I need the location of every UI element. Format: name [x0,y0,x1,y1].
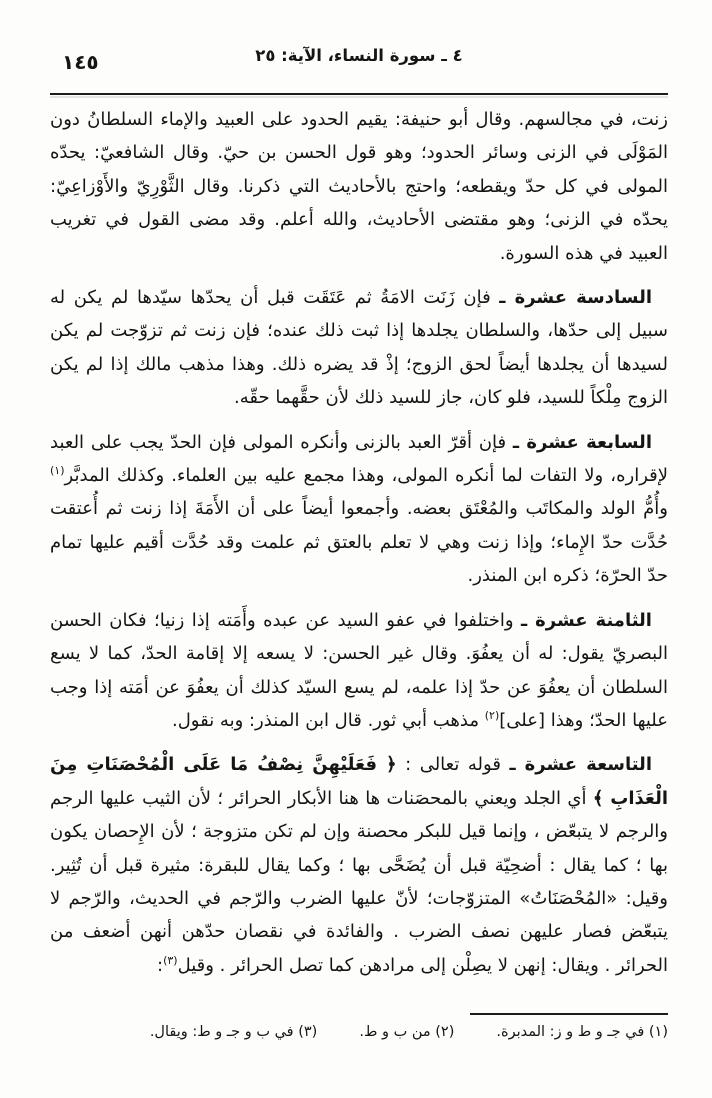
section-text-17-part1: فإن أقرّ العبد بالزنى وأنكره المولى فإن الحدّ يجب على العبد لإقراره، ولا التفات لما أنكره المولى، وهذا مجمع عليه بين العلماء. وكذلك المدبَّر [50,431,668,487]
paragraph-continuation: زنت، في مجالسهم. وقال أبو حنيفة: يقيم الحدود على العبيد والإماء السلطانُ دون المَوْلَى في الزنى وسائر الحدود؛ وهو قول الحسن بن حيّ. وقال الشافعيّ: يحدّه المولى في كل حدّ ويقطعه؛ واحتج بالأحاديث التي ذكرنا. وقال الثَّوْرِيّ والأَوْزاعِيّ: يحدّه في الزنى؛ وهو مقتضى الأحاديث، والله أعلم. وقد مضى القول في تغريب العبيد في هذه السورة. [50,109,668,264]
section-heading-18: الثامنة عشرة ـ [520,609,652,631]
chapter-title: ٤ ـ سورة النساء، الآية: ٢٥ [255,46,463,65]
footnote-1: (١) في جـ و ط و ز: المدبرة. [496,1024,668,1040]
section-heading-19: التاسعة عشرة ـ [509,754,652,776]
section-heading-17: السابعة عشرة ـ [512,431,652,453]
section-text-16: فإن زَنَت الامَةُ ثم عَتَقَت قبل أن يحدّها سيّدها لم يكن له سبيل إلى حدّها، والسلطان يجلدها إذا ثبت ذلك عنده؛ فإن زنت ثم تزوّجت لم يكن لسيدها أن يجلدها أيضاً لحق الزوج؛ إذْ قد يضره ذلك. وهذا مذهب مالك إذا لم يكن الزوج مِلْكاً للسيد، فلو كان، جاز للسيد ذلك لأن حقَّهما حقّه. [50,287,668,409]
footnote-3: (٣) في ب و جـ و ط: ويقال. [149,1024,318,1040]
page-number: ١٤٥ [62,50,99,74]
section-heading-16: السادسة عشرة ـ [499,287,652,309]
header-rule [50,93,668,95]
footnote-separator-rule [470,1013,668,1015]
footnotes-row [50,1024,668,1040]
body-text [50,103,668,993]
section-text-19-part2: أي الجلد ويعني بالمحصَنات ها هنا الأبكار الحرائر ؛ لأن الثيب عليها الرجم والرجم لا يتبعّض ، وإنما قيل للبكر محصنة وإن لم تكن متزوجة ؛ لأن الإِحصان يكون بها ؛ كما يقال : أضحِيّة قبل أن يُضَحَّى بها ؛ وكما يقال للبقرة: مثيرة قبل أن تُثِير. وقيل: «المُحْصَنَاتُ» المتزوّجات؛ لأنّ عليها الضرب والرّجم في الحديث، والرّجم لا يتبعّض فصار عليهن نصف الضرب . والفائدة في نقصان حدّهن أنهن أضعف من الحرائر . ويقال: إنهن لا يصِلْن إلى مرادهن كما تصل الحرائر . وقيل [50,787,668,976]
section-text-18-part1: واختلفوا في عفو السيد عن عبده وأَمَته إذا زنيا؛ فكان الحسن البصريّ يقول: له أن يعفُوَ. وقال غير الحسن: لا يسعه إلا إقامة الحدّ، كما لا يسع السلطان أن يعفُوَ عن حدّ إذا علمه، لم يسع السيّد كذلك أن يعفُوَ عن أمَته إذا وجب عليها الحدّ؛ وهذا [على] [50,609,668,731]
section-text-19-part3: : [157,954,164,976]
paragraph-section-18 [50,604,668,738]
page-header [50,46,668,78]
page-footer [50,1013,668,1040]
footnote-marker-3: (٣) [163,953,178,967]
footnote-marker-2: (٢) [484,708,500,722]
section-text-19-intro: قوله تعالى : [396,754,501,776]
section-text-17-part2: وأُمُّ الولد والمكاتَب والمُعْتَق بعضه. وأجمعوا أيضاً على أن الأَمَةَ إذا زنت ثم أُعتقت حُدَّت حدّ الإِماء؛ وإذا زنت وهي لا تعلم بالعتق ثم علمت وقد حُدَّت أقيم عليها تمام حدّ الحرّة؛ ذكره ابن المنذر. [50,498,668,587]
paragraph-section-19 [50,748,668,982]
paragraph-section-17 [50,426,668,593]
quran-verse: ﴿ فَعَلَيْهِنَّ نِصْفُ مَا عَلَى الْمُحْصَنَاتِ مِنَ الْعَذَابِ ﴾ [50,754,668,809]
section-text-18-part2: مذهب أبي ثور. قال ابن المنذر: وبه نقول. [171,709,480,731]
footnote-marker-1: (١) [50,464,65,478]
paragraph-section-16 [50,281,668,415]
footnote-2: (٢) من ب و ط. [359,1024,455,1040]
